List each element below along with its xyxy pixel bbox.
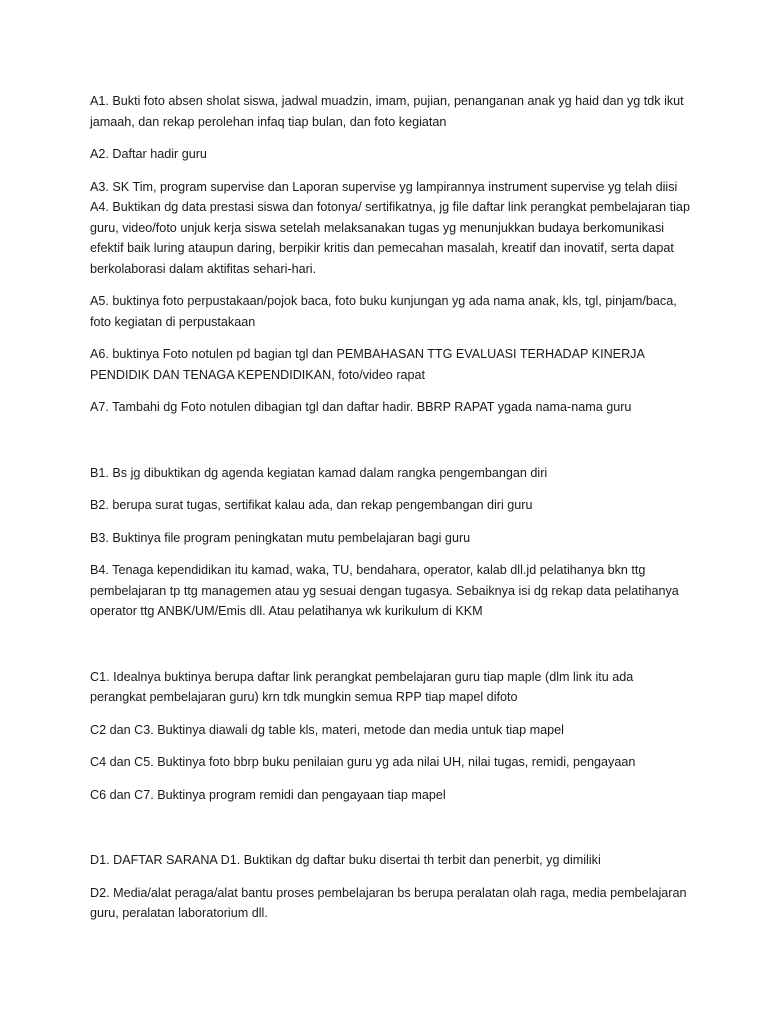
paragraph-a3: A3. SK Tim, program supervise dan Laporan supervise yg lampirannya instrument supervise yg telah diisi [90, 179, 678, 194]
paragraph-c2-c3: C2 dan C3. Buktinya diawali dg table kls, materi, metode dan media untuk tiap mapel [90, 722, 564, 737]
section-gap [90, 430, 690, 463]
section-gap [90, 817, 690, 850]
paragraph-d2: D2. Media/alat peraga/alat bantu proses pembelajaran bs berupa peralatan olah raga, media pembelajaran guru, peralatan laboratorium dll. [90, 885, 687, 920]
paragraph-c6-c7: C6 dan C7. Buktinya program remidi dan pengayaan tiap mapel [90, 787, 446, 802]
paragraph-d1: D1. DAFTAR SARANA D1. Buktikan dg daftar buku disertai th terbit dan penerbit, yg dimiliki [90, 853, 601, 867]
paragraph-a6: A6. buktinya Foto notulen pd bagian tgl dan PEMBAHASAN TTG EVALUASI TERHADAP KINERJA PENDIDIK DAN TENAGA KEPENDIDIKAN, foto/video rapat [90, 347, 645, 382]
paragraph-c1: C1. Idealnya buktinya berupa daftar link perangkat pembelajaran guru tiap maple (dlm link itu ada perangkat pembelajaran guru) krn tdk mungkin semua RPP tiap mapel difoto [90, 669, 634, 704]
paragraph-b1: B1. Bs jg dibuktikan dg agenda kegiatan kamad dalam rangka pengembangan diri [90, 465, 548, 480]
paragraph-a4: A4. Buktikan dg data prestasi siswa dan fotonya/ sertifikatnya, jg file daftar link perangkat pembelajaran tiap guru, video/foto unjuk kerja siswa setelah melaksanakan tugas yg menunjukkan budaya berkomunikasi efektif baik luring ataupun daring, berpikir kritis dan pemecahan masalah, kreatif dan inovatif, serta dapat berkolaborasi dalam aktifitas sehari-hari. [90, 200, 690, 276]
paragraph-a7: A7. Tambahi dg Foto notulen dibagian tgl dan daftar hadir. BBRP RAPAT ygada nama-nama guru [90, 400, 632, 414]
paragraph-b3: B3. Buktinya file program peningkatan mutu pembelajaran bagi guru [90, 530, 471, 545]
paragraph-b2: B2. berupa surat tugas, sertifikat kalau ada, dan rekap pengembangan diri guru [90, 498, 533, 512]
paragraph-a2: A2. Daftar hadir guru [90, 147, 207, 161]
paragraph-a1: A1. Bukti foto absen sholat siswa, jadwal muadzin, imam, pujian, penanganan anak yg haid dan yg tdk ikut jamaah, dan rekap perolehan infaq tiap bulan, dan foto kegiatan [90, 94, 684, 129]
document-body [90, 91, 690, 936]
paragraph-a5: A5. buktinya foto perpustakaan/pojok baca, foto buku kunjungan yg ada nama anak, kls, tgl, pinjam/baca, foto kegiatan di perpustakaan [90, 294, 677, 329]
paragraph-c4-c5: C4 dan C5. Buktinya foto bbrp buku penilaian guru yg ada nilai UH, nilai tugas, remidi, pengayaan [90, 755, 636, 769]
section-gap [90, 634, 690, 667]
paragraph-b4: B4. Tenaga kependidikan itu kamad, waka, TU, bendahara, operator, kalab dll.jd pelatihanya bkn ttg pembelajaran tp ttg managemen atau yg sesuai dengan tugasya. Sebaiknya isi dg rekap data pelatihanya operator ttg ANBK/UM/Emis dll. Atau pelatihanya wk kurikulum di KKM [90, 563, 679, 618]
